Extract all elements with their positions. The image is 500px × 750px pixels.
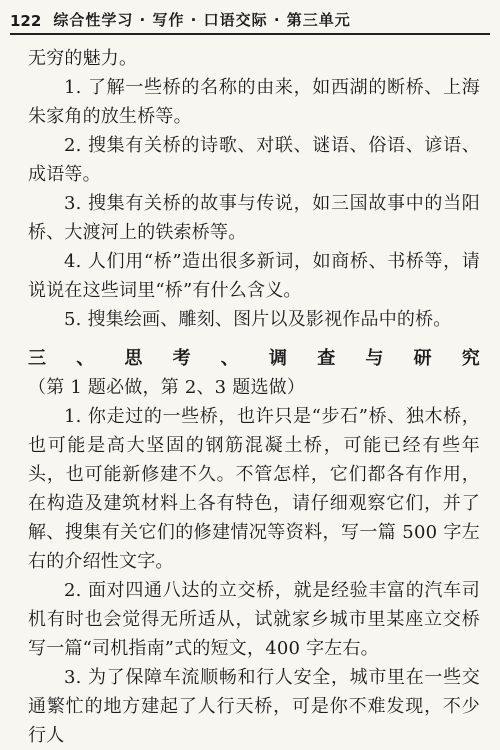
list-item: 1. 了解一些桥的名称的由来，如西湖的断桥、上海朱家角的放生桥等。 <box>28 77 480 127</box>
list-item: 2. 搜集有关桥的诗歌、对联、谜语、俗语、谚语、成语等。 <box>28 135 480 185</box>
page-number: 122 <box>10 12 42 30</box>
section-heading <box>28 344 480 402</box>
list-item: 3. 搜集有关桥的故事与传说，如三国故事中的当阳桥、大渡河上的铁索桥等。 <box>28 193 480 243</box>
question-paragraph: 3. 为了保障车流顺畅和行人安全，城市里在一些交通繁忙的地方建起了人行天桥，可是你不难发现，不少行人 <box>28 667 480 746</box>
list-item: 4. 人们用“桥”造出很多新词，如商桥、书桥等，请说说在这些词里“桥”有什么含义。 <box>28 251 480 301</box>
page-body <box>28 44 480 750</box>
running-title: 综合性学习 · 写作 · 口语交际 · 第三单元 <box>53 11 351 29</box>
question-paragraph: 2. 面对四通八达的立交桥，就是经验丰富的汽车司机有时也会觉得无所适从，试就家乡城市里某座立交桥写一篇“司机指南”式的短文，400 字左右。 <box>28 580 480 659</box>
page-header <box>10 9 490 35</box>
list-item: 5. 搜集绘画、雕刻、图片以及影视作品中的桥。 <box>64 309 452 330</box>
section-title: 三、思考、调查与研究 <box>28 348 480 369</box>
section-note: （第 1 题必做，第 2、3 题选做） <box>28 377 306 398</box>
question-paragraph: 1. 你走过的一些桥，也许只是“步石”桥、独木桥，也可能是高大坚固的钢筋混凝土桥，可能已经有些年头，也可能新修建不久。不管怎样，它们都各有作用，在构造及建筑材料上各有特色，请仔细观察它们，并了解、搜集有关它们的修建情况等资料，写一篇 500 字左右的介绍性文字。 <box>28 406 480 572</box>
continuation-text: 无穷的魅力。 <box>28 48 138 69</box>
